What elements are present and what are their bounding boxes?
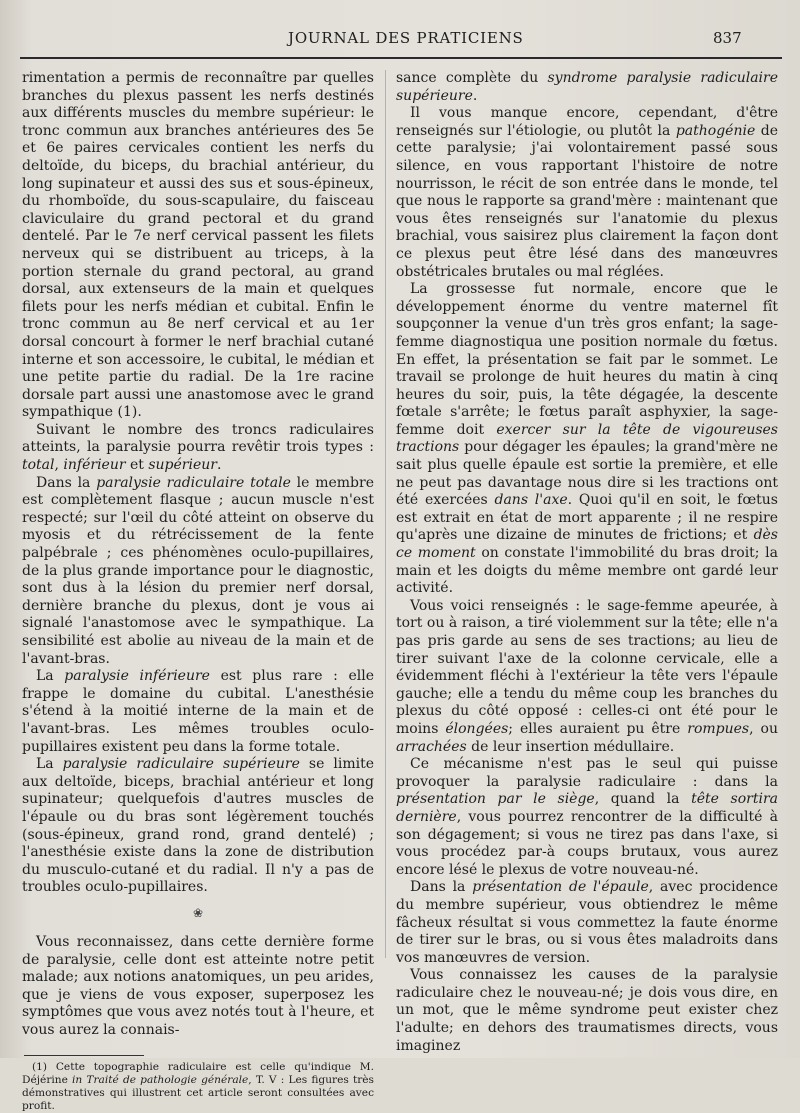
page-number: 837 (713, 29, 742, 47)
paragraph: La paralysie inférieure est plus rare : elle frappe le domaine du cubital. L'anesthésie s'étend à la moitié interne de la main et de l'avant-bras. Les mêmes troubles oculo-pupillaires existent peu dans la forme totale. (22, 668, 375, 755)
header-rule (20, 57, 782, 59)
fleuron-ornament: ❀ (192, 905, 204, 920)
column-separator (385, 70, 386, 958)
paragraph: La grossesse fut normale, encore que le développement énorme du ventre maternel fît soupçonner la venue d'un très gros enfant; la sage-femme diagnostiqua une position normale du fœtus. En effet, la présentation se fait par le sommet. Le travail se prolonge de huit heures du matin à cinq heures du soir, puis, la tête dégagée, la descente fœtale s'arrête; le fœtus paraît asphyxier, la sage-femme doit exercer sur la tête de vigoureuses tractions pour dégager les épaules; la grand'mère ne sait plus quelle épaule est sortie la première, et elle ne peut pas davantage nous dire si les tractions ont été exercées dans l'axe. Quoi qu'il en soit, le fœtus est extrait en état de mort apparente ; il ne respire qu'après une dizaine de minutes de frictions; et dès ce moment on constate l'immobilité du bras droit; la main et les doigts du même membre ont gardé leur activité. (396, 281, 778, 597)
paragraph: Vous connaissez les causes de la paralysie radiculaire chez le nouveau-né; je dois vous dire, en un mot, que le même syndrome peut exister chez l'adulte; en dehors des traumatismes directs, vous imaginez (396, 967, 778, 1054)
paragraph: rimentation a permis de reconnaître par quelles branches du plexus passent les nerfs destinés aux différents muscles du membre supérieur: le tronc commun aux branches antérieures des 5e et 6e paires cervicales contient les nerfs du deltoïde, du biceps, du brachial antérieur, du long supinateur et aussi des sus et sous-épineux, du rhomboïde, du sous-scapulaire, du faisceau claviculaire du grand pectoral et du grand dentelé. Par le 7e nerf cervical passent les filets nerveux qui se distribuent au triceps, à la portion sternale du grand pectoral, au grand dorsal, aux extenseurs de la main et quelques filets pour les nerfs médian et cubital. Enfin le tronc commun au 8e nerf cervical et au 1er dorsal concourt à former le nerf brachial cutané interne et son accessoire, le cubital, le médian et une petite partie du radial. De la 1re racine dorsale part aussi une anastomose avec le grand sympathique (1). (22, 70, 374, 421)
running-header (0, 29, 800, 51)
left-column (22, 70, 374, 1113)
paragraph: La paralysie radiculaire supérieure se limite aux deltoïde, biceps, brachial antérieur et long supinateur; quelquefois d'autres muscles de l'épaule ou du bras sont légèrement touchés (sous-épineux, grand rond, grand dentelé) ; l'anesthésie existe dans la zone de distribution du musculo-cutané et du radial. Il n'y a pas de troubles oculo-pupillaires. (22, 756, 374, 896)
paragraph: Dans la présentation de l'épaule, avec procidence du membre supérieur, vous obtiendrez le même fâcheux résultat si vous commettez la faute énorme de tirer sur le bras, ou si vous êtes maladroits dans vos manœuvres de version. (396, 879, 779, 966)
paragraph: sance complète du syndrome paralysie radiculaire supérieure. (396, 70, 778, 104)
paragraph: Suivant le nombre des troncs radiculaires atteints, la paralysie pourra revêtir trois types : total, inférieur et supérieur. (22, 421, 374, 474)
journal-title: JOURNAL DES PRATICIENS (288, 29, 524, 47)
paragraph: Dans la paralysie radiculaire totale le membre est complètement flasque ; aucun muscle n'est respecté; sur l'œil du côté atteint on observe du myosis et du rétrécissement de la fente palpébrale ; ces phénomènes oculo-pupillaires, de la plus grande importance pour le diagnostic, sont dus à la lésion du premier nerf dorsal, dernière branche du plexus, dont je vous ai signalé l'anastomose avec le sympathique. La sensibilité est abolie au niveau de la main et de l'avant-bras. (22, 474, 374, 667)
footnote: (1) Cette topographie radiculaire est celle qu'indique M. Déjérine in Traité de pathologie générale, T. V : Les figures très démonstratives qui illustrent cet article seront consultées avec profit. (22, 1061, 374, 1112)
paragraph: Ce mécanisme n'est pas le seul qui puisse provoquer la paralysie radiculaire : dans la présentation par le siège, quand la tête sortira dernière, vous pourrez rencontrer de la difficulté à son dégagement; si vous ne tirez pas dans l'axe, si vous procédez par-à coups brutaux, vous aurez encore lésé le plexus de votre nouveau-né. (396, 756, 778, 878)
footnote-rule (24, 1055, 144, 1056)
paragraph: Il vous manque encore, cependant, d'être renseignés sur l'étiologie, ou plutôt la pathogénie de cette paralysie; j'ai volontairement passé sous silence, en vous rapportant l'histoire de notre nourrisson, le récit de son entrée dans le monde, tel que nous le rapporte sa grand'mère : maintenant que vous êtes renseignés sur l'anatomie du plexus brachial, vous saisirez plus clairement la façon dont ce plexus peut être lésé dans des manœuvres obstétricales brutales ou mal réglées. (396, 105, 778, 280)
paragraph: Vous reconnaissez, dans cette dernière forme de paralysie, celle dont est atteinte notre petit malade; aux notions anatomiques, un peu arides, que je viens de vous exposer, superposez les symptômes que vous avez notés tout à l'heure, et vous aurez la connais- (22, 933, 374, 1038)
paragraph: Vous voici renseignés : le sage-femme apeurée, à tort ou à raison, a tiré violemment sur la tête; elle n'a pas pris garde au sens de ses tractions; au lieu de tirer suivant l'axe de la colonne cervicale, elle a évidemment fléchi à l'extérieur la tête vers l'épaule gauche; elle a tendu du même coup les branches du plexus du côté opposé : celles-ci ont été pour le moins élongées; elles auraient pu être rompues, ou arrachées de leur insertion médullaire. (396, 597, 778, 755)
right-column (396, 70, 778, 1055)
